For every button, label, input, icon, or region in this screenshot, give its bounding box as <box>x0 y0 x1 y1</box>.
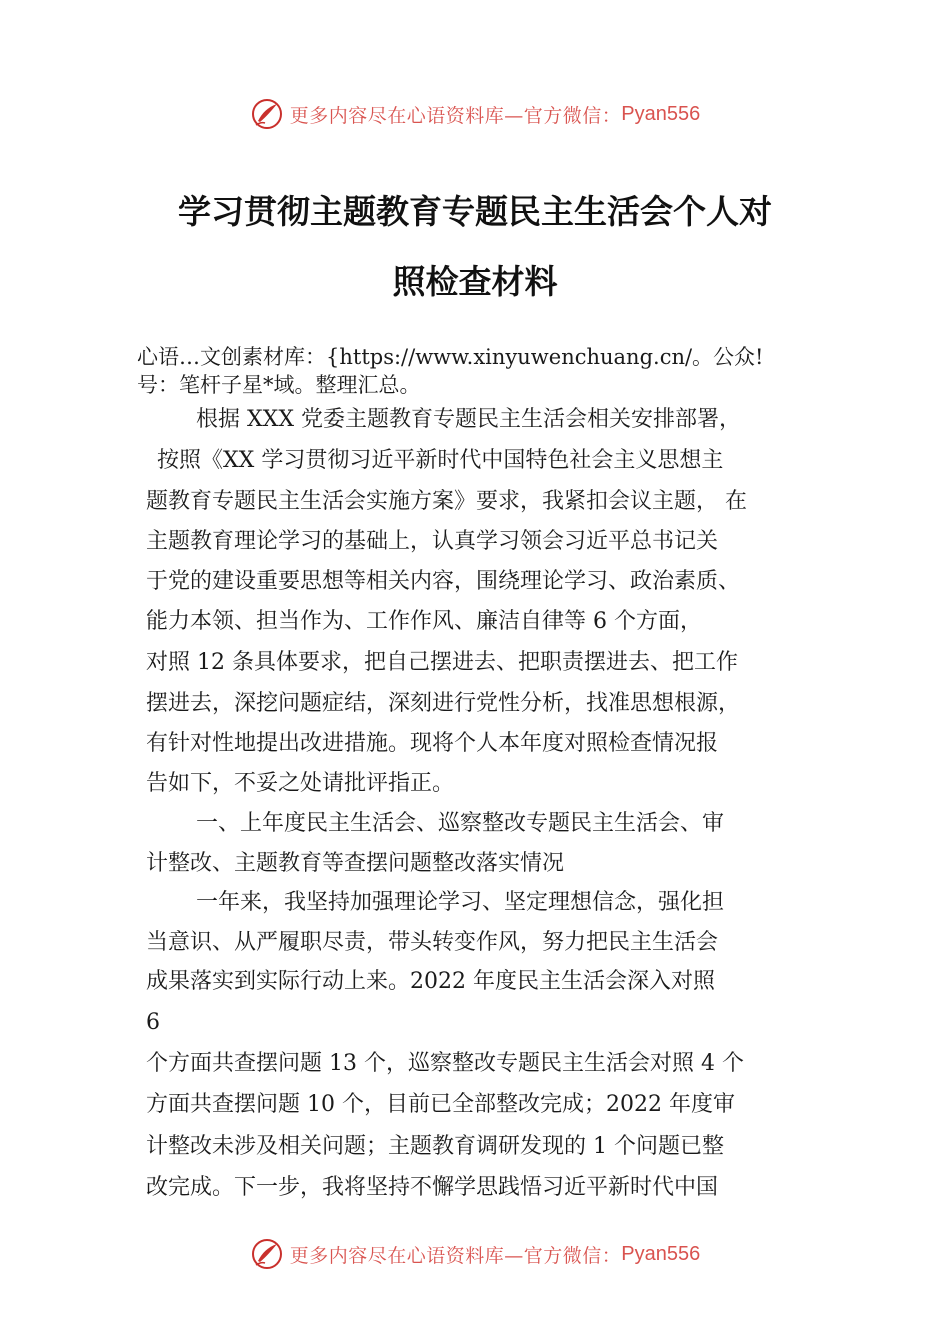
paragraph-line: 按照《XX 学习贯彻习近平新时代中国特色社会主义思想主 <box>157 448 724 473</box>
section-heading-line: 计整改、主题教育等查摆问题整改落实情况 <box>146 851 565 876</box>
section-heading-line: 一、上年度民主生活会、巡察整改专题民主生活会、审 <box>196 811 725 836</box>
footer-wechat-handle: Pyan556 <box>621 1242 701 1265</box>
brush-logo-icon <box>250 97 284 131</box>
paragraph-line: 方面共查摆问题 10 个，目前已全部整改完成；2022 年度审 <box>146 1092 735 1117</box>
document-title-line-1: 学习贯彻主题教育专题民主生活会个人对 <box>178 192 772 231</box>
document-title-line-2: 照检查材料 <box>392 262 558 301</box>
header-wechat-handle: Pyan556 <box>621 102 701 125</box>
paragraph-line: 有针对性地提出改进措施。现将个人本年度对照检查情况报 <box>146 731 719 756</box>
paragraph-line: 个方面共查摆问题 13 个，巡察整改专题民主生活会对照 4 个 <box>146 1051 744 1076</box>
header-banner-text: 更多内容尽在心语资料库—官方微信： <box>289 104 622 127</box>
footer-banner <box>0 1234 950 1274</box>
paragraph-line: 主题教育理论学习的基础上，认真学习领会习近平总书记关 <box>146 529 719 554</box>
footer-banner-text: 更多内容尽在心语资料库—官方微信： <box>289 1244 622 1267</box>
paragraph-line: 一年来，我坚持加强理论学习、坚定理想信念，强化担 <box>196 890 725 915</box>
source-line-2: 号：笔杆子星*域。整理汇总。 <box>137 373 421 397</box>
paragraph-line: 成果落实到实际行动上来。2022 年度民主生活会深入对照 <box>146 969 715 994</box>
paragraph-line: 改完成。下一步，我将坚持不懈学思践悟习近平新时代中国 <box>146 1175 719 1200</box>
paragraph-line: 根据 XXX 党委主题教育专题民主生活会相关安排部署， <box>196 407 741 432</box>
paragraph-line: 当意识、从严履职尽责，带头转变作风，努力把民主生活会 <box>146 930 719 955</box>
paragraph-line: 告如下，不妥之处请批评指正。 <box>146 771 455 796</box>
paragraph-line: 对照 12 条具体要求，把自己摆进去、把职责摆进去、把工作 <box>146 650 738 675</box>
brush-logo-icon <box>250 1237 284 1271</box>
paragraph-line: 于党的建设重要思想等相关内容，围绕理论学习、政治素质、 <box>146 569 741 594</box>
paragraph-line: 计整改未涉及相关问题；主题教育调研发现的 1 个问题已整 <box>146 1134 724 1159</box>
paragraph-line: 能力本领、担当作为、工作作风、廉洁自律等 6 个方面， <box>146 609 702 634</box>
header-banner <box>0 94 950 134</box>
paragraph-line: 摆进去，深挖问题症结，深刻进行党性分析，找准思想根源， <box>146 691 741 716</box>
source-line-1: 心语…文创素材库：{https://www.xinyuwenchuang.cn/。公众! <box>137 345 764 369</box>
paragraph-line: 题教育专题民主生活会实施方案》要求，我紧扣会议主题， 在 <box>146 489 747 514</box>
paragraph-line: 6 <box>146 1010 160 1035</box>
